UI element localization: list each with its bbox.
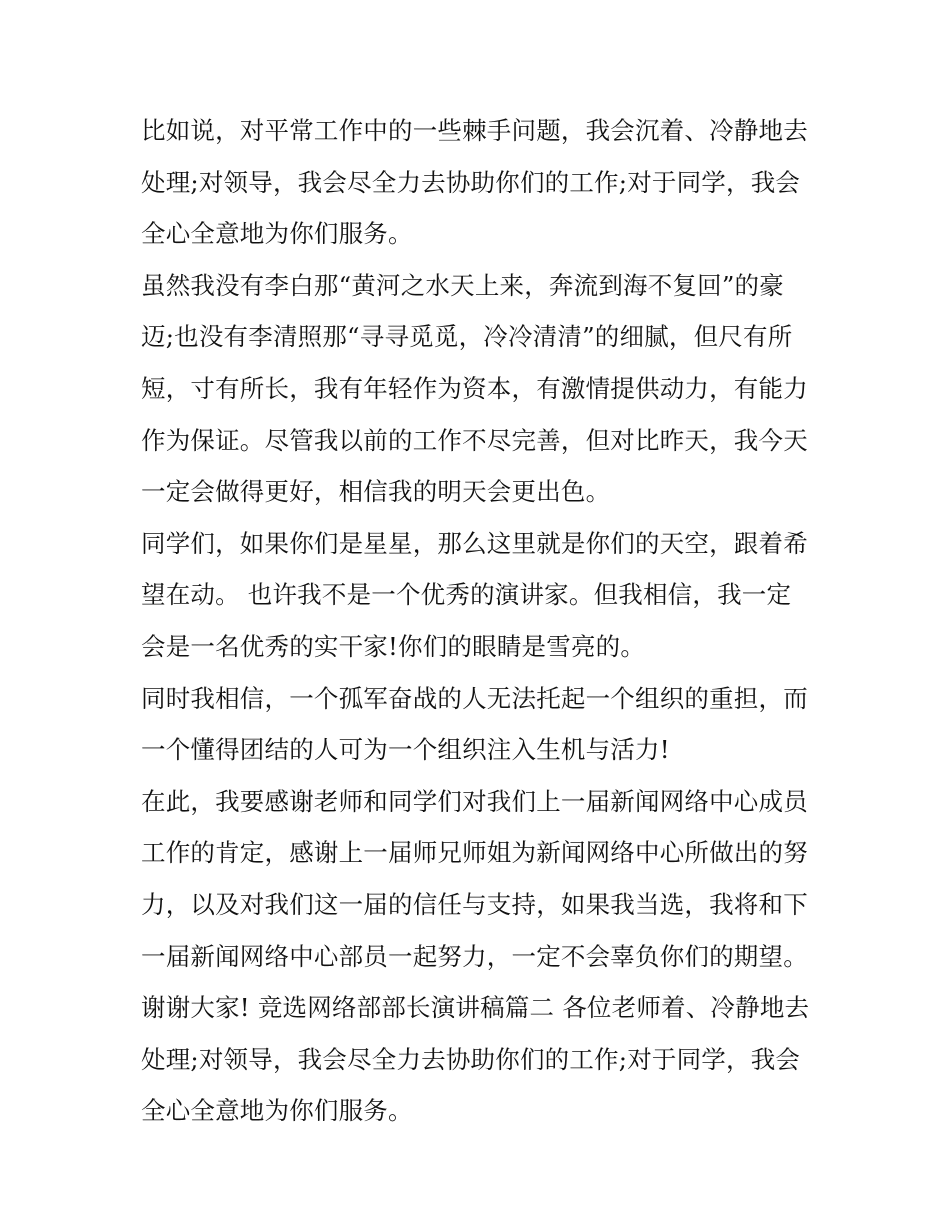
text-line: 在此，我要感谢老师和同学们对我们上一届新闻网络中心成员 (141, 786, 808, 816)
text-line: 一届新闻网络中心部员一起努力，一定不会辜负你们的期望。 (141, 941, 808, 971)
text-line: 同学们，如果你们是星星，那么这里就是你们的天空，跟着希 (141, 528, 808, 558)
text-line: 处理;对领导，我会尽全力去协助你们的工作;对于同学，我会 (141, 1044, 801, 1074)
text-line: 全心全意地为你们服务。 (141, 1096, 413, 1126)
text-line: 望在动。 也许我不是一个优秀的演讲家。但我相信，我一定 (141, 580, 792, 610)
text-line: 一个懂得团结的人可为一个组织注入生机与活力! (141, 735, 670, 765)
text-line: 同时我相信，一个孤军奋战的人无法托起一个组织的重担，而 (141, 683, 808, 713)
text-line: 全心全意地为你们服务。 (141, 219, 413, 249)
text-line: 会是一名优秀的实干家!你们的眼睛是雪亮的。 (141, 631, 646, 661)
text-line: 谢谢大家! 竞选网络部部长演讲稿篇二 各位老师着、冷静地去 (141, 993, 810, 1023)
body-text (141, 105, 821, 1137)
text-line: 作为保证。尽管我以前的工作不尽完善，但对比昨天，我今天 (141, 425, 808, 455)
text-line: 一定会做得更好，相信我的明天会更出色。 (141, 477, 611, 507)
text-line: 迈;也没有李清照那“寻寻觅觅，冷冷清清”的细腻，但尺有所 (141, 322, 793, 352)
text-line: 虽然我没有李白那“黄河之水天上来，奔流到海不复回”的豪 (141, 270, 784, 300)
text-line: 比如说，对平常工作中的一些棘手问题，我会沉着、冷静地去 (141, 116, 808, 145)
text-line: 工作的肯定，感谢上一届师兄师姐为新闻网络中心所做出的努 (141, 838, 808, 868)
text-line: 短，寸有所长，我有年轻作为资本，有激情提供动力，有能力 (141, 373, 808, 403)
text-line: 处理;对领导，我会尽全力去协助你们的工作;对于同学，我会 (141, 167, 801, 197)
text-line: 力，以及对我们这一届的信任与支持，如果我当选，我将和下 (141, 889, 808, 919)
